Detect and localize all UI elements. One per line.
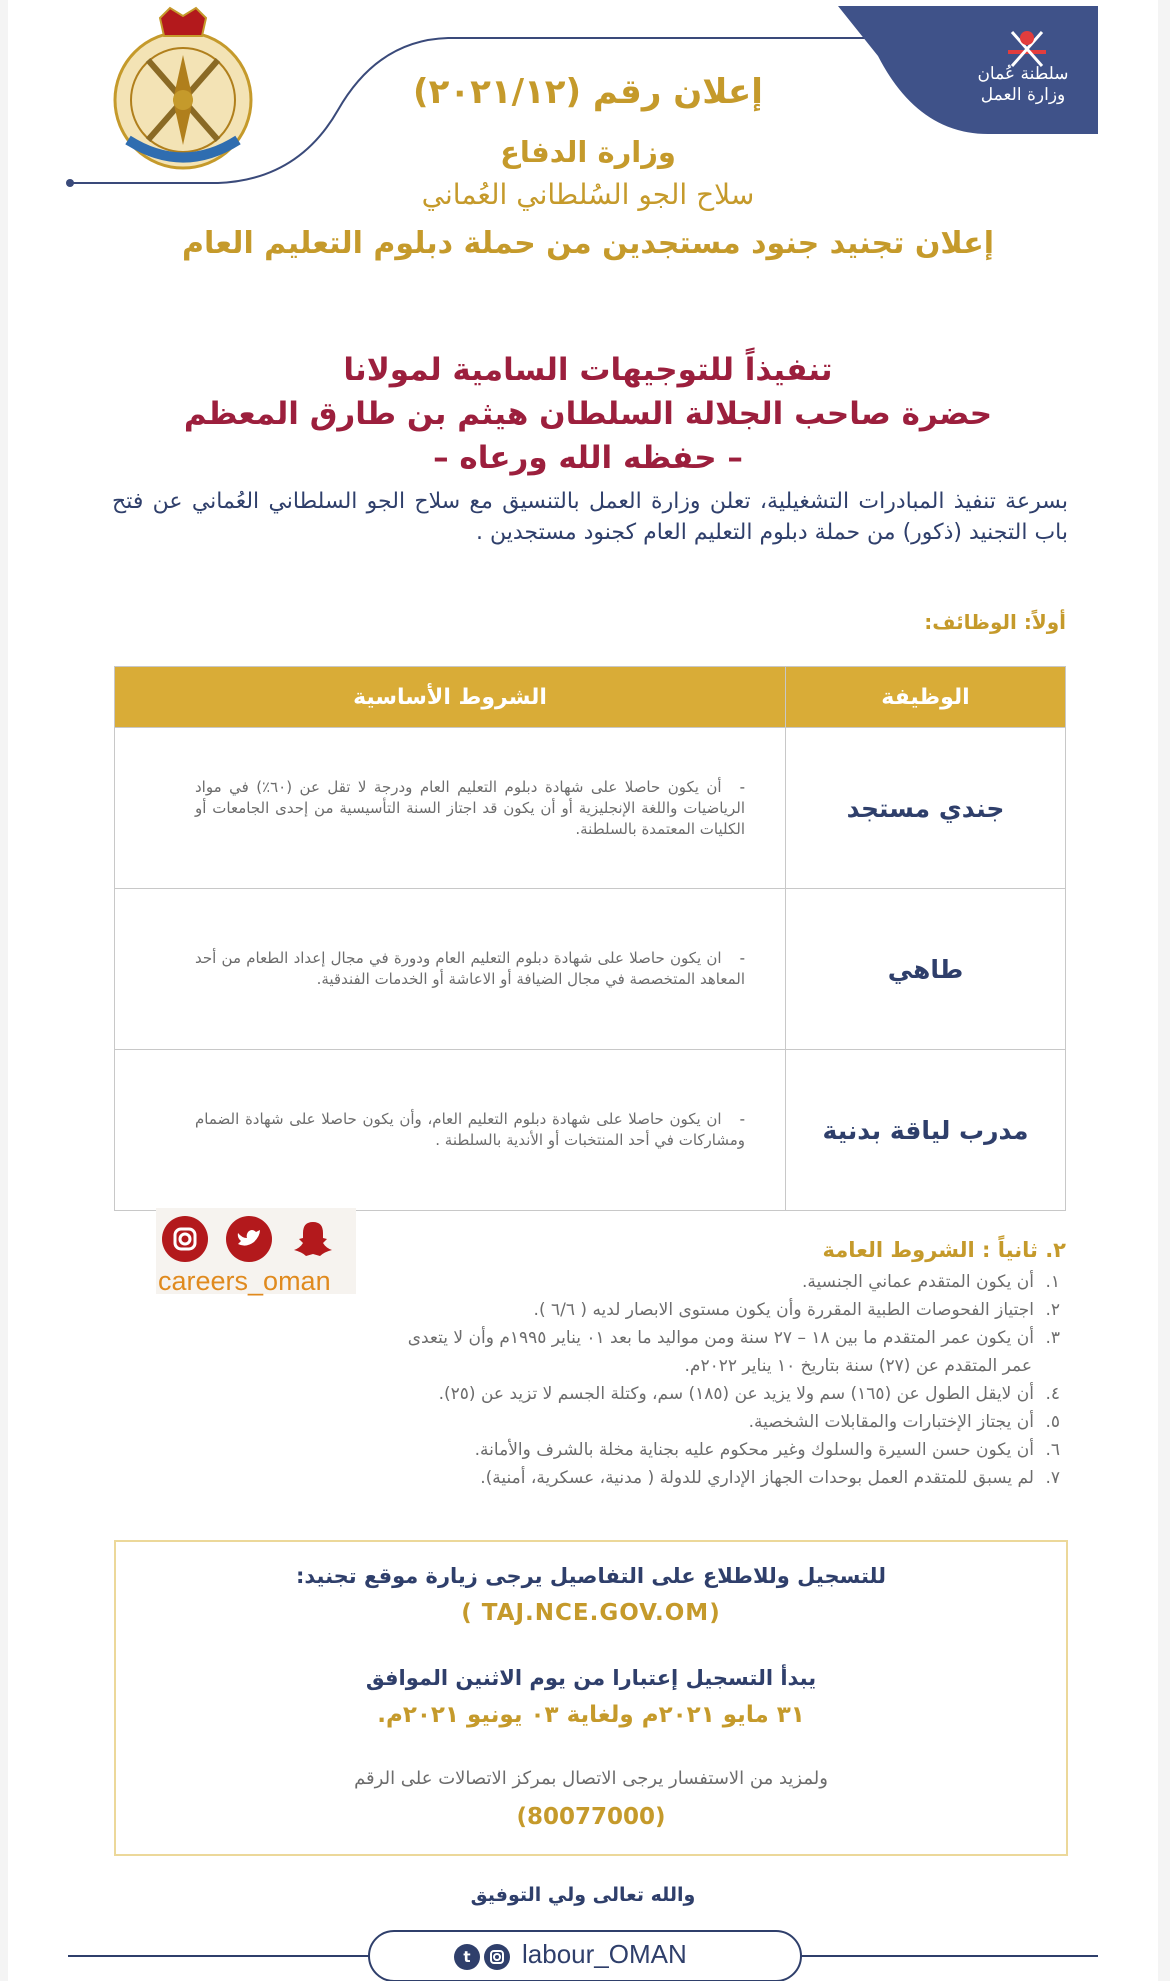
job-requirements: - ان يكون حاصلا على شهادة دبلوم التعليم العام ودورة في مجال إعداد الطعام من أحد المعاهد المتخصصة في مجال الضيافة أو الاعاشة أو الخدمات الفندقية. bbox=[115, 889, 786, 1050]
job-title: جندي مستجد bbox=[786, 728, 1066, 889]
air-force-name: سلاح الجو السُلطاني العُماني bbox=[421, 178, 755, 211]
job-requirements-text: ان يكون حاصلا على شهادة دبلوم التعليم العام، وأن يكون حاصلا على شهادة الضمام ومشاركات في أحد المنتخبات أو الأندية بالسلطنة . bbox=[195, 1110, 745, 1149]
snapchat-icon[interactable] bbox=[290, 1216, 336, 1262]
ministry-name: وزارة الدفاع bbox=[500, 135, 676, 169]
intro-line-1: تنفيذاً للتوجيهات السامية لمولانا bbox=[343, 352, 833, 388]
footer-handle[interactable]: labour_OMAN bbox=[522, 1939, 687, 1969]
list-item: ٥.أن يجتاز الإختبارات والمقابلات الشخصية. bbox=[748, 1412, 1060, 1432]
table-row bbox=[115, 728, 1066, 889]
general-conditions-heading: ٢. ثانياً : الشروط العامة bbox=[822, 1238, 1066, 1262]
intro-line-3: – حفظه الله ورعاه – bbox=[433, 440, 743, 476]
list-item: ١.أن يكون المتقدم عماني الجنسية. bbox=[802, 1272, 1060, 1292]
list-item: ٣.أن يكون عمر المتقدم ما بين ١٨ – ٢٧ سنة ومن مواليد ما بعد ٠١ يناير ١٩٩٥م وأن لا يتعدى عمر المتقدم عن (٢٧) سنة بتاريخ ١٠ يناير ٢٠٢٢م. bbox=[407, 1328, 1060, 1376]
table-row bbox=[115, 1050, 1066, 1211]
job-title: مدرب لياقة بدنية bbox=[786, 1050, 1066, 1211]
table-row bbox=[115, 889, 1066, 1050]
announcement-number: إعلان رقم (٢٠٢١/١٢) bbox=[413, 72, 763, 112]
job-requirements: - أن يكون حاصلا على شهادة دبلوم التعليم العام ودرجة لا تقل عن (٦٠٪) في مواد الرياضيات واللغة الإنجليزية أو أن يكون قد اجتاز السنة التأسيسية من إحدى الجامعات أو الكليات المعتمدة بالسلطنة. bbox=[115, 728, 786, 889]
list-item: ٢.اجتياز الفحوصات الطبية المقررة وأن يكون مستوى الابصار لديه ( ٦/٦ ). bbox=[533, 1300, 1060, 1320]
registration-instructions: للتسجيل وللاطلاع على التفاصيل يرجى زيارة موقع تجنيد: bbox=[295, 1564, 887, 1588]
closing-text: والله تعالى ولي التوفيق bbox=[470, 1884, 696, 1906]
table-header-requirements: الشروط الأساسية bbox=[115, 667, 786, 728]
job-title: طاهي bbox=[786, 889, 1066, 1050]
registration-start: يبدأ التسجيل إعتبارا من يوم الاثنين الموافق bbox=[365, 1666, 817, 1690]
job-requirements-text: ان يكون حاصلا على شهادة دبلوم التعليم العام ودورة في مجال إعداد الطعام من أحد المعاهد المتخصصة في مجال الضيافة أو الاعاشة أو الخدمات الفندقية. bbox=[195, 949, 745, 988]
job-requirements: - ان يكون حاصلا على شهادة دبلوم التعليم العام، وأن يكون حاصلا على شهادة الضمام ومشاركات في أحد المنتخبات أو الأندية بالسلطنة . bbox=[115, 1050, 786, 1211]
twitter-icon[interactable] bbox=[226, 1216, 272, 1262]
list-item: ٧.لم يسبق للمتقدم العمل بوحدات الجهاز الإداري للدولة ( مدنية، عسكرية، أمنية). bbox=[480, 1468, 1060, 1488]
registration-url[interactable]: (TAJ.NCE.GOV.OM ) bbox=[461, 1600, 721, 1626]
lead-paragraph: بسرعة تنفيذ المبادرات التشغيلية، تعلن وزارة العمل بالتنسيق مع سلاح الجو السلطاني العُماني عن فتح باب التجنيد (ذكور) من حملة دبلوم التعليم العام كجنود مستجدين . bbox=[112, 489, 1068, 545]
footer-handle-pill bbox=[368, 1930, 802, 1981]
table-header-job: الوظيفة bbox=[786, 667, 1066, 728]
table-header-row bbox=[115, 667, 1066, 728]
twitter-icon[interactable]: t bbox=[454, 1944, 480, 1970]
instagram-icon[interactable] bbox=[484, 1944, 510, 1970]
announcement-title: إعلان تجنيد جنود مستجدين من حملة دبلوم التعليم العام bbox=[182, 226, 994, 261]
inquiry-text: ولمزيد من الاستفسار يرجى الاتصال بمركز الاتصالات على الرقم bbox=[354, 1768, 828, 1789]
list-item: ٤.أن لايقل الطول عن (١٦٥) سم ولا يزيد عن (١٨٥) سم، وكتلة الجسم لا تزيد عن (٢٥). bbox=[438, 1384, 1060, 1404]
registration-box bbox=[114, 1540, 1068, 1856]
jobs-section-heading: أولاً: الوظائف: bbox=[924, 610, 1066, 634]
ministry-logo-text: سلطنة عُمان وزارة العمل bbox=[977, 64, 1069, 105]
registration-dates: ٣١ مايو ٢٠٢١م ولغاية ٠٣ يونيو ٢٠٢١م. bbox=[377, 1702, 805, 1728]
intro-line-2: حضرة صاحب الجلالة السلطان هيثم بن طارق المعظم bbox=[183, 396, 993, 432]
list-item: ٦.أن يكون حسن السيرة والسلوك وغير محكوم عليه بجناية مخلة بالشرف والأمانة. bbox=[474, 1440, 1060, 1460]
social-handle: careers_oman bbox=[158, 1266, 331, 1296]
general-conditions-list bbox=[188, 1268, 1060, 1492]
instagram-icon[interactable] bbox=[162, 1216, 208, 1262]
contact-phone[interactable]: (80077000) bbox=[516, 1804, 666, 1830]
announcement-page bbox=[8, 0, 1158, 1981]
job-requirements-text: أن يكون حاصلا على شهادة دبلوم التعليم العام ودرجة لا تقل عن (٦٠٪) في مواد الرياضيات واللغة الإنجليزية أو أن يكون قد اجتاز السنة التأسيسية من إحدى الجامعات أو الكليات المعتمدة بالسلطنة. bbox=[195, 777, 745, 838]
jobs-table bbox=[114, 666, 1066, 1211]
